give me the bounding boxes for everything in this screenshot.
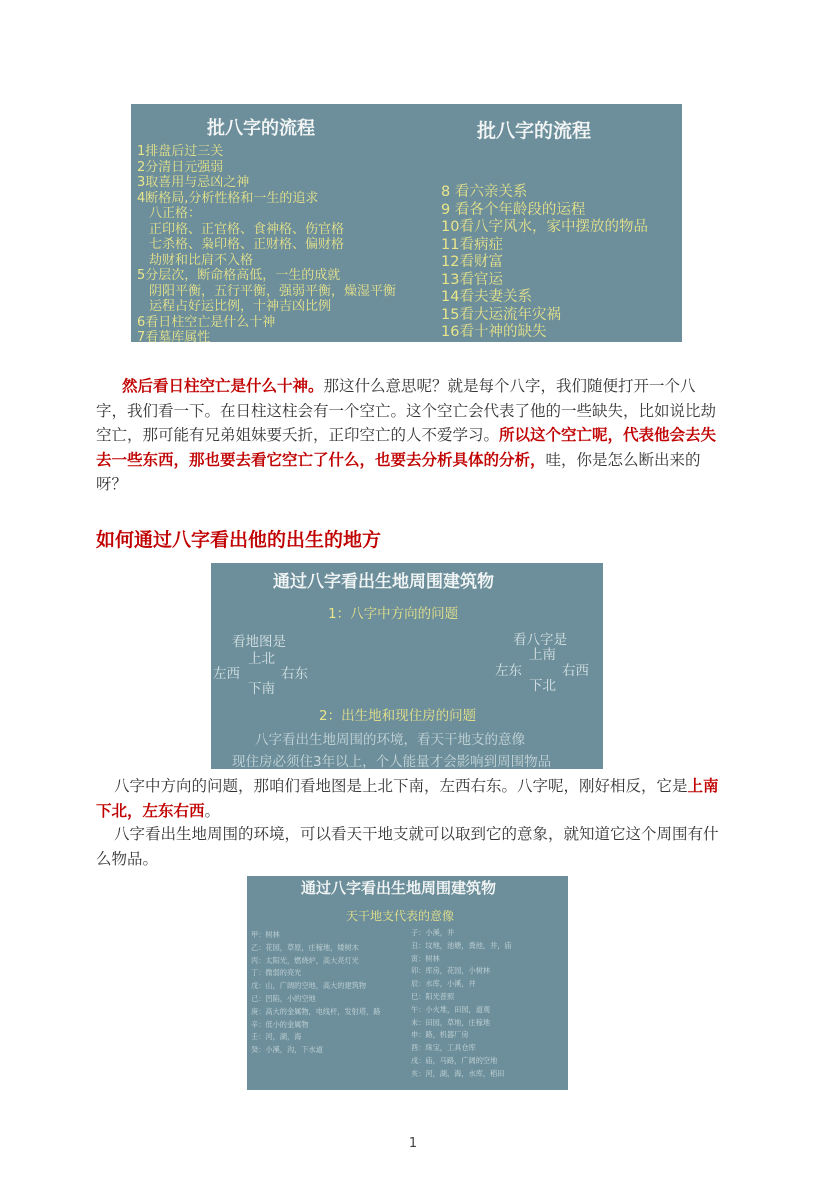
bazi-north: 下北 xyxy=(529,678,556,694)
figure-stems-branches-imagery xyxy=(247,876,568,1090)
figure1-right-title: 批八字的流程 xyxy=(477,120,592,142)
list-item: 午：小火堆，田园，道观 xyxy=(411,1004,491,1014)
list-item: 申：路，机器厂房 xyxy=(411,1030,469,1040)
list-item: 4断格局,分析性格和一生的追求 xyxy=(137,190,319,206)
figure2-title: 通过八字看出生地周围建筑物 xyxy=(273,572,494,592)
list-item: 己：凹陷，小的空地 xyxy=(251,993,316,1003)
earthly-branches-list xyxy=(411,927,512,1081)
list-item: 癸：小溪，沟，下水道 xyxy=(251,1045,323,1055)
list-item: 8 看六亲关系 xyxy=(441,184,528,200)
paragraph-kongwang xyxy=(96,374,726,497)
body-text: 那这什么意思呢？就是每个八字，我们随便打开一个八字，我们看一下。在日柱这柱会有一个空亡。这个空亡会代表了他的一些缺失，比如说比劫空亡，那可能有兄弟姐妹要夭折，正印空亡的人不爱学习。 xyxy=(96,377,717,444)
emphasis-text: 所以这个空亡呢，代表他会去失去一些东西，那也要去看它空亡了什么，也要去分析具体的分析， xyxy=(96,426,717,469)
list-item: 阴阳平衡，五行平衡，强弱平衡，燥湿平衡 xyxy=(149,283,397,299)
figure-birthplace-directions xyxy=(211,563,603,769)
list-item: 13看官运 xyxy=(441,271,503,288)
figure2-subtitle2: 2：出生地和现住房的问题 xyxy=(319,708,477,724)
list-item: 11看病症 xyxy=(441,236,503,253)
list-item: 七杀格、枭印格、正财格、偏财格 xyxy=(149,237,345,252)
list-item: 八正格： xyxy=(149,206,202,221)
map-west: 左西 xyxy=(213,666,240,682)
list-item: 6看日柱空亡是什么十神 xyxy=(137,314,276,330)
list-item: 戊：山，广阔的空地，高大的建筑物 xyxy=(251,981,367,991)
bazi-label: 看八字是 xyxy=(513,632,567,648)
body-text: 哇，你是怎么断出来的呀？ xyxy=(96,450,701,493)
list-item: 丁：微弱的亮光 xyxy=(251,968,302,978)
list-item: 寅：树林 xyxy=(411,953,440,963)
emphasis-text: 然后看日柱空亡是什么十神。 xyxy=(122,377,324,395)
bazi-west: 右西 xyxy=(562,663,589,679)
list-item: 庚：高大的金属物，电线杆，发射塔，路 xyxy=(251,1006,381,1016)
paragraph-environment xyxy=(96,822,726,871)
body-text: 。 xyxy=(204,801,221,820)
section-heading: 如何通过八字看出他的出生的地方 xyxy=(96,529,382,551)
heavenly-stems-list xyxy=(251,929,380,1057)
figure2-subtitle1: 1：八字中方向的问题 xyxy=(328,606,459,622)
figure2-line1: 八字看出生地周围的环境，看天干地支的意像 xyxy=(255,732,525,748)
list-item: 16看十神的缺失 xyxy=(441,324,547,340)
list-item: 亥：河，湖，海，水库，稻田 xyxy=(411,1068,505,1078)
list-item: 14看夫妻关系 xyxy=(441,289,532,305)
list-item: 运程占好运比例，十神吉凶比例 xyxy=(149,299,332,314)
figure-bazi-process xyxy=(131,104,682,342)
list-item: 9 看各个年龄段的运程 xyxy=(441,201,586,218)
list-item: 未：田园，草地，庄稼地 xyxy=(411,1017,491,1027)
list-item: 10看八字风水，家中摆放的物品 xyxy=(441,219,648,235)
figure1-left-title: 批八字的流程 xyxy=(207,118,315,139)
list-item: 1排盘后过三关 xyxy=(137,144,224,159)
figure3-title: 通过八字看出生地周围建筑物 xyxy=(301,879,497,897)
figure3-subtitle: 天干地支代表的意像 xyxy=(346,909,455,923)
list-item: 甲：树林 xyxy=(251,930,280,939)
body-text: 八字看出生地周围的环境，可以看天干地支就可以取到它的意象，就知道它这个周围有什么物品。 xyxy=(96,825,719,868)
map-east: 右东 xyxy=(281,666,308,682)
list-item: 12看财富 xyxy=(441,254,503,270)
figure1-right-list xyxy=(441,184,648,342)
list-item: 辰：水库，小溪，井 xyxy=(411,979,476,989)
bazi-east: 左东 xyxy=(495,663,522,679)
page-number: 1 xyxy=(408,1136,418,1151)
list-item: 乙：花园，草原，庄稼地，矮树木 xyxy=(251,942,359,952)
list-item: 正印格、正官格、食神格、伤官格 xyxy=(149,221,345,237)
map-south: 下南 xyxy=(248,681,275,697)
list-item: 子：小溪，井 xyxy=(411,928,455,937)
list-item: 巳：阳光普照 xyxy=(411,991,455,1001)
list-item: 丑：坟地，池塘，粪池，井，庙 xyxy=(411,940,512,950)
list-item: 5分层次，断命格高低，一生的成就 xyxy=(137,268,341,283)
paragraph-directions xyxy=(96,774,726,823)
map-north: 上北 xyxy=(248,651,275,667)
list-item: 酉：珠宝，工具仓库 xyxy=(411,1043,476,1053)
list-item: 3取喜用与忌凶之神 xyxy=(137,175,250,190)
figure2-line2: 现住房必须住3年以上，个人能量才会影响到周围物品 xyxy=(232,754,552,769)
list-item: 15看大运流年灾祸 xyxy=(441,306,561,323)
figure1-left-list xyxy=(137,144,396,342)
list-item: 丙：太阳光，燃烧炉，高大亮灯光 xyxy=(251,955,359,965)
list-item: 戌：庙，马路，广阔的空地 xyxy=(411,1055,498,1065)
list-item: 辛：低小的金属物 xyxy=(251,1019,309,1029)
bazi-south: 上南 xyxy=(529,647,556,663)
list-item: 卯：库房，花园，小树林 xyxy=(411,966,491,976)
list-item: 劫财和比肩不入格 xyxy=(149,252,254,268)
list-item: 7看墓库属性 xyxy=(137,330,211,342)
list-item: 壬：河，湖，海 xyxy=(251,1032,302,1042)
emphasis-text: 上南下北，左东右西 xyxy=(96,777,719,820)
map-label: 看地图是 xyxy=(232,634,286,650)
body-text: 八字中方向的问题，那咱们看地图是上北下南，左西右东。八字呢，刚好相反，它是 xyxy=(114,777,688,795)
list-item: 2分清日元强弱 xyxy=(137,159,224,175)
